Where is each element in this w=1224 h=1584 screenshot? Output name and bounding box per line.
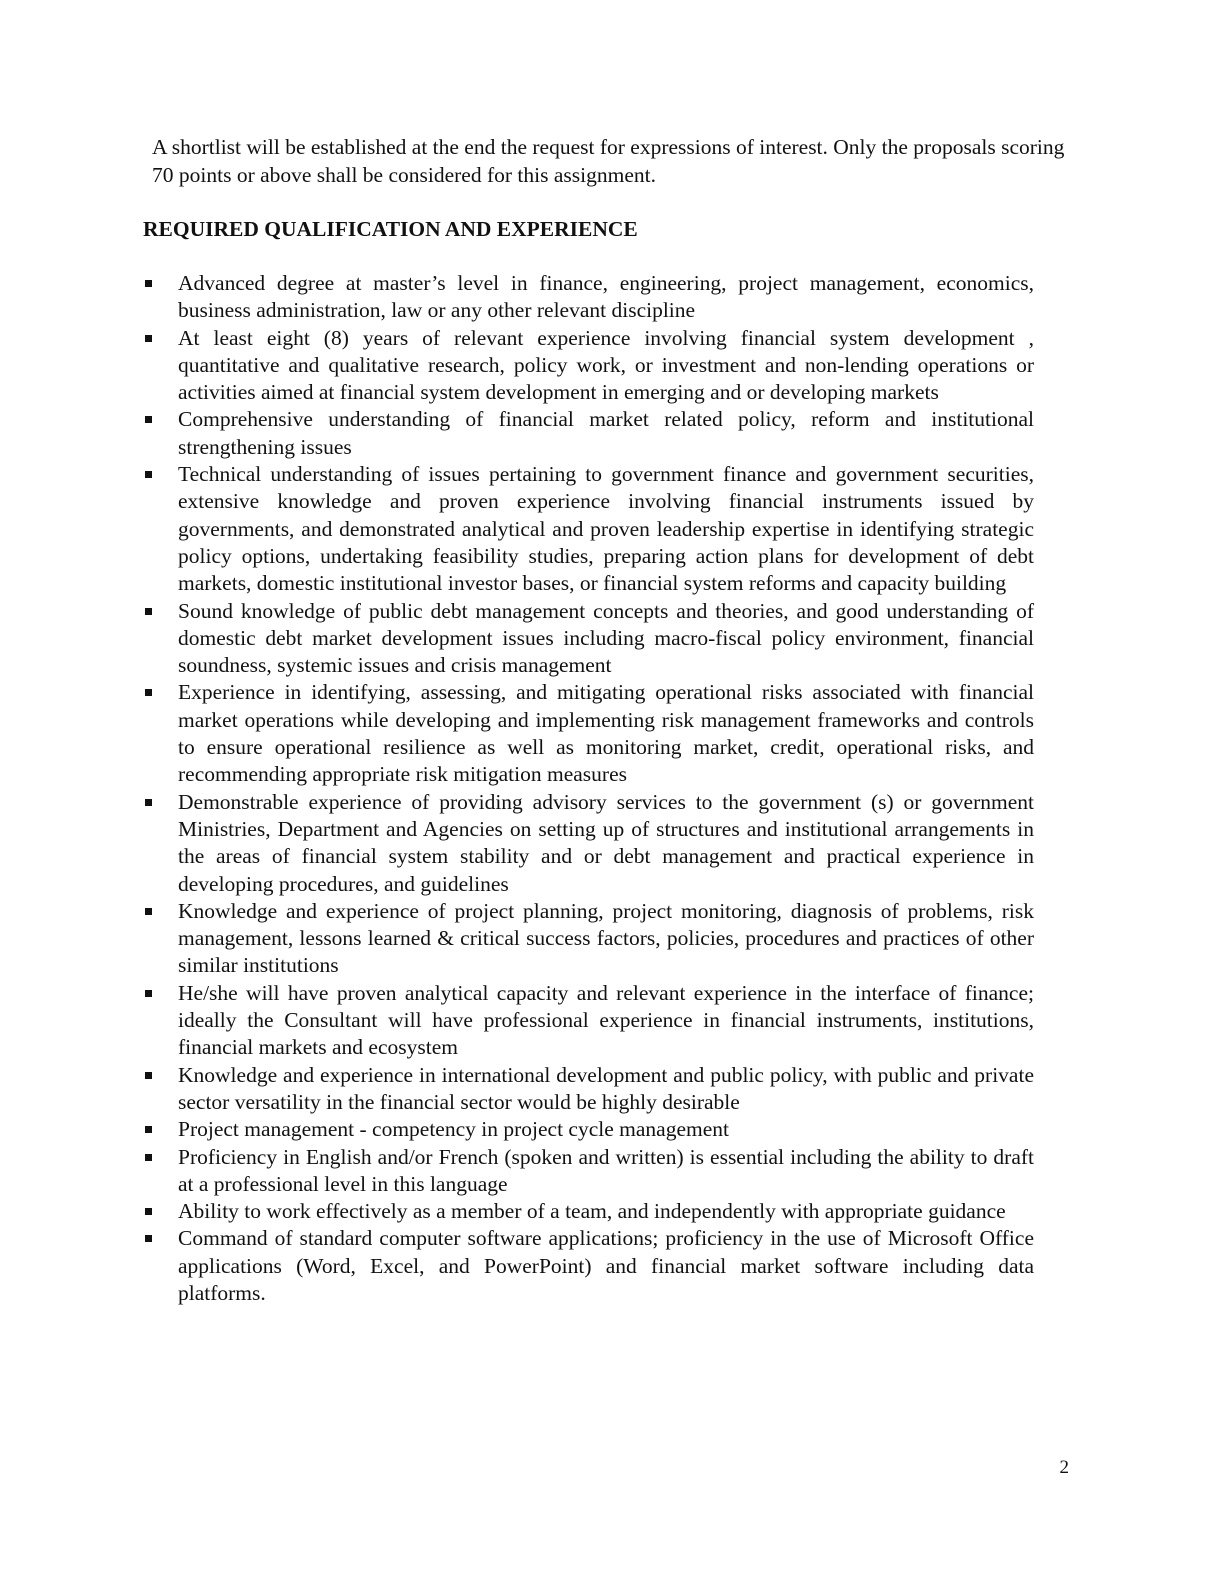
list-item	[143, 461, 1034, 597]
list-item	[143, 1198, 1034, 1225]
section-heading: REQUIRED QUALIFICATION AND EXPERIENCE	[143, 217, 638, 241]
list-item	[143, 789, 1034, 898]
square-bullet-icon	[145, 335, 152, 342]
square-bullet-icon	[145, 689, 152, 696]
square-bullet-icon	[145, 1235, 152, 1242]
list-item	[143, 598, 1034, 680]
square-bullet-icon	[145, 990, 152, 997]
list-item-text: Project management - competency in project cycle management	[178, 1117, 730, 1142]
square-bullet-icon	[145, 1154, 152, 1161]
list-item-text: He/she will have proven analytical capacity and relevant experience in the interface of finance; ideally the Consultant will have professional experience in financial instruments, institutions, financial markets and ecosystem	[178, 980, 1034, 1060]
list-item	[143, 1116, 1034, 1143]
square-bullet-icon	[145, 1126, 152, 1133]
square-bullet-icon	[145, 280, 152, 287]
list-item-text: At least eight (8) years of relevant experience involving financial system development , quantitative and qualitative research, policy work, or investment and non-lending operations or activities aimed at financial system development in emerging and or developing markets	[178, 325, 1034, 405]
list-item	[143, 980, 1034, 1062]
list-item	[143, 1225, 1034, 1307]
list-item	[143, 679, 1034, 788]
list-item-text: Comprehensive understanding of financial market related policy, reform and institutional strengthening issues	[178, 407, 1034, 459]
list-item	[143, 1062, 1034, 1117]
list-item-text: Demonstrable experience of providing advisory services to the government (s) or government Ministries, Department and Agencies on setting up of structures and institutional arrangements in the areas of financial system stability and or debt management and practical experience in developing procedures, and guidelines	[178, 789, 1034, 896]
square-bullet-icon	[145, 471, 152, 478]
intro-paragraph: A shortlist will be established at the end the request for expressions of interest. Only the proposals scoring 70 points or above shall be considered for this assignment.	[152, 135, 1065, 187]
square-bullet-icon	[145, 1208, 152, 1215]
square-bullet-icon	[145, 1072, 152, 1079]
list-item-text: Advanced degree at master’s level in finance, engineering, project management, economics, business administration, law or any other relevant discipline	[178, 271, 1034, 323]
list-item-text: Proficiency in English and/or French (spoken and written) is essential including the ability to draft at a professional level in this language	[178, 1144, 1034, 1196]
page-number: 2	[1059, 1457, 1069, 1478]
square-bullet-icon	[145, 799, 152, 806]
list-item-text: Technical understanding of issues pertaining to government finance and government securities, extensive knowledge and proven experience involving financial instruments issued by governments, and demonstrated analytical and proven leadership expertise in identifying strategic policy options, undertaking feasibility studies, preparing action plans for development of debt markets, domestic institutional investor bases, or financial system reforms and capacity building	[178, 462, 1034, 596]
square-bullet-icon	[145, 908, 152, 915]
list-item	[143, 325, 1034, 407]
list-item-text: Knowledge and experience of project planning, project monitoring, diagnosis of problems, risk management, lessons learned & critical success factors, policies, procedures and practices of other similar institutions	[178, 898, 1034, 978]
list-item	[143, 270, 1034, 325]
list-item-text: Knowledge and experience in international development and public policy, with public and private sector versatility in the financial sector would be highly desirable	[178, 1062, 1034, 1114]
square-bullet-icon	[145, 416, 152, 423]
list-item	[143, 406, 1034, 461]
qualification-list	[143, 270, 1034, 1307]
square-bullet-icon	[145, 608, 152, 615]
list-item-text: Sound knowledge of public debt management concepts and theories, and good understanding of domestic debt market development issues including macro-fiscal policy environment, financial soundness, systemic issues and crisis management	[178, 598, 1034, 678]
list-item-text: Ability to work effectively as a member of a team, and independently with appropriate guidance	[178, 1199, 1006, 1224]
list-item	[143, 898, 1034, 980]
list-item	[143, 1144, 1034, 1199]
list-item-text: Command of standard computer software applications; proficiency in the use of Microsoft Office applications (Word, Excel, and PowerPoint) and financial market software including data platforms.	[178, 1226, 1034, 1305]
list-item-text: Experience in identifying, assessing, and mitigating operational risks associated with financial market operations while developing and implementing risk management frameworks and controls to ensure operational resilience as well as monitoring market, credit, operational risks, and recommending appropriate risk mitigation measures	[178, 680, 1034, 787]
